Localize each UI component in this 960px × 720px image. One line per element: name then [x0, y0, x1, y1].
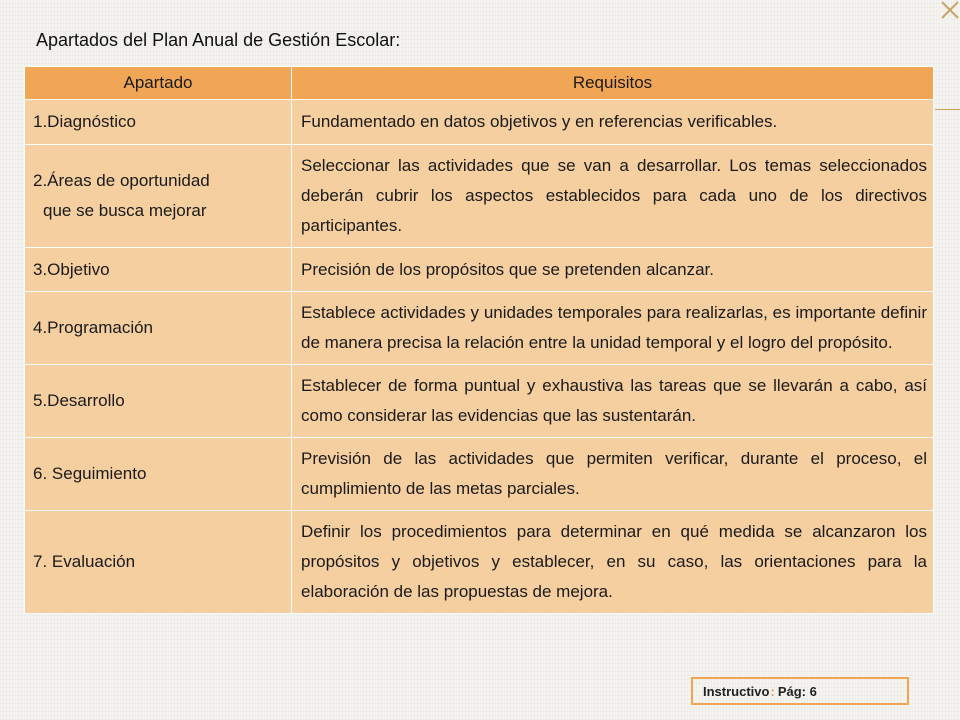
table-row [25, 248, 934, 292]
apartado-cell: 7. Evaluación [25, 511, 292, 614]
footer-label: Instructivo [703, 683, 770, 699]
table-header-row [25, 67, 934, 100]
table-row [25, 292, 934, 365]
header-apartado: Apartado [25, 67, 292, 100]
apartado-label-cont: que se busca mejorar [43, 201, 207, 220]
table-row [25, 145, 934, 248]
header-requisitos: Requisitos [292, 67, 934, 100]
requisitos-cell: Definir los procedimientos para determinar en qué medida se alcanzaron los propósitos y objetivos y establecer, en su caso, las orientaciones para la elaboración de las propuestas de mejora. [292, 511, 934, 614]
slide-title: Apartados del Plan Anual de Gestión Escolar: [36, 30, 401, 50]
requisitos-cell: Previsión de las actividades que permiten verificar, durante el proceso, el cumplimiento de las metas parciales. [292, 438, 934, 511]
apartado-cell: 6. Seguimiento [25, 438, 292, 511]
table-row [25, 365, 934, 438]
requisitos-cell: Establecer de forma puntual y exhaustiva las tareas que se llevarán a cabo, así como considerar las evidencias que las sustentarán. [292, 365, 934, 438]
apartado-cell [25, 145, 292, 248]
requisitos-cell: Seleccionar las actividades que se van a desarrollar. Los temas seleccionados deberán cubrir los aspectos establecidos para cada uno de los directivos participantes. [292, 145, 934, 248]
table-row [25, 100, 934, 145]
requisitos-cell: Establece actividades y unidades temporales para realizarlas, es importante definir de manera precisa la relación entre la unidad temporal y el logro del propósito. [292, 292, 934, 365]
table-row [25, 511, 934, 614]
apartado-cell: 4.Programación [25, 292, 292, 365]
x-mark-icon [940, 0, 960, 25]
plan-table [24, 66, 934, 614]
footer-page-number: Pág: 6 [777, 683, 817, 699]
apartado-cell: 5.Desarrollo [25, 365, 292, 438]
footer-page-box [691, 677, 909, 705]
decorative-line [935, 109, 960, 110]
requisitos-cell: Fundamentado en datos objetivos y en referencias verificables. [292, 100, 934, 145]
apartado-cell: 3.Objetivo [25, 248, 292, 292]
apartado-label: 2.Áreas de oportunidad [33, 171, 210, 190]
footer-separator: : [770, 683, 775, 699]
apartado-cell: 1.Diagnóstico [25, 100, 292, 145]
requisitos-cell: Precisión de los propósitos que se pretenden alcanzar. [292, 248, 934, 292]
table-row [25, 438, 934, 511]
